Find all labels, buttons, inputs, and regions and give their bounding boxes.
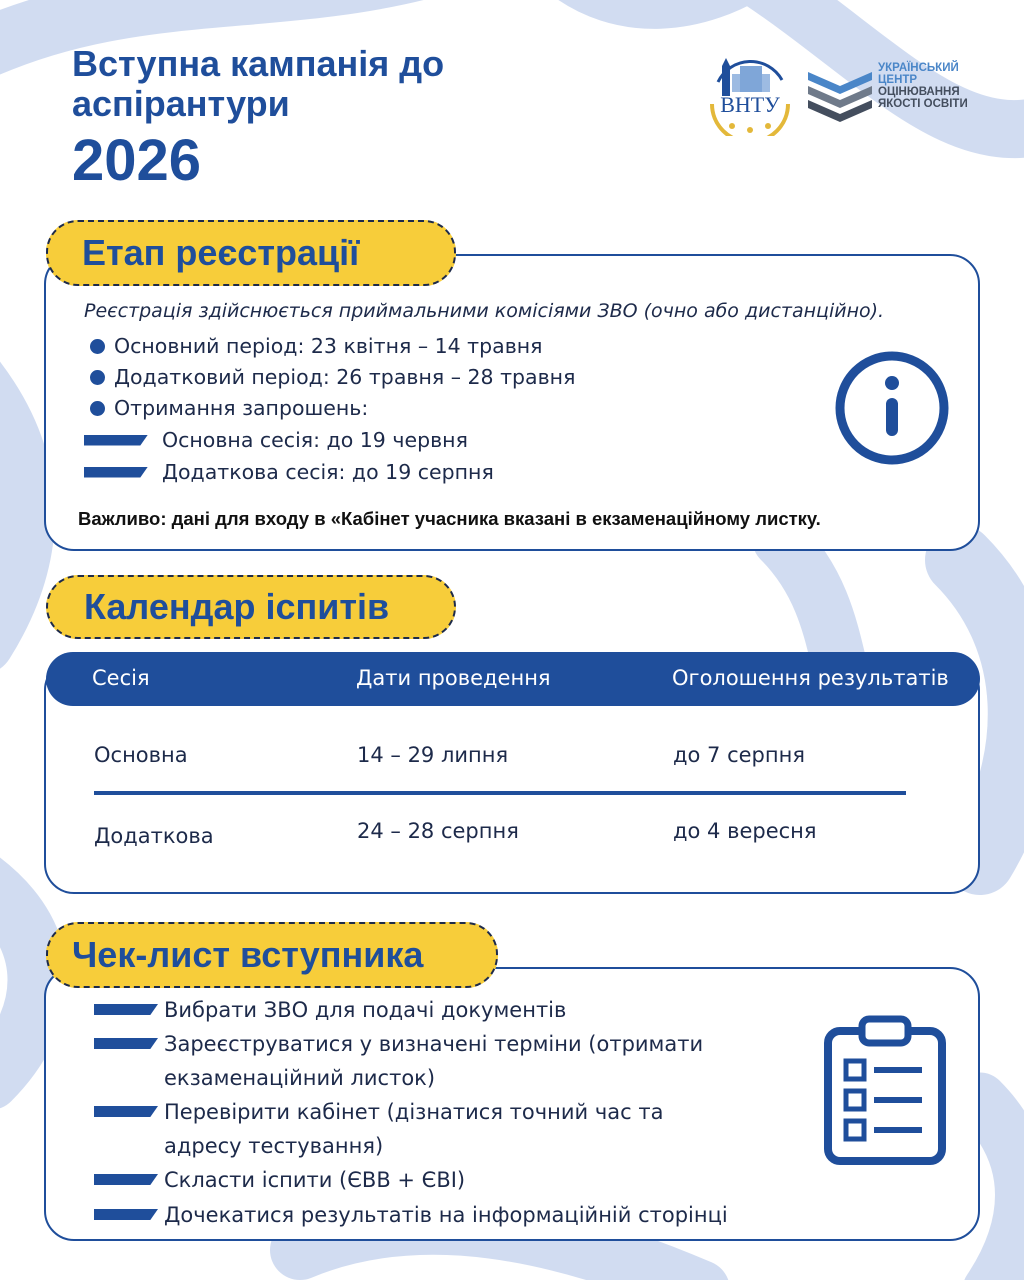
registration-subitem — [84, 428, 468, 452]
registration-subitem-text: Додаткова сесія: до 19 серпня — [162, 460, 494, 484]
vntu-logo — [702, 52, 798, 136]
clipboard-checklist-icon — [822, 1015, 948, 1165]
ucoz-line-2: ЦЕНТР — [878, 74, 918, 86]
registration-note: Реєстрація здійснюється приймальними комісіями ЗВО (очно або дистанційно). — [84, 300, 885, 322]
dash-marker-icon — [94, 1106, 158, 1117]
dash-marker-icon — [94, 1174, 158, 1185]
calendar-cell-results: до 7 серпня — [673, 743, 805, 767]
registration-item — [90, 396, 368, 420]
calendar-cell-dates: 14 – 29 липня — [357, 743, 509, 767]
dash-marker-icon — [94, 1004, 158, 1015]
vntu-logo-text: ВНТУ — [720, 92, 780, 117]
checklist-item — [94, 1095, 744, 1163]
checklist-item-text: Зареєструватися у визначені терміни (отримати екзаменаційний листок) — [164, 1032, 704, 1090]
checklist-card — [44, 967, 980, 1241]
title-line-2: аспірантури — [72, 83, 290, 124]
column-header-session: Сесія — [92, 666, 150, 690]
checklist-item — [94, 1198, 744, 1232]
registration-item-text: Отримання запрошень: — [114, 396, 369, 420]
calendar-cell-session: Основна — [94, 743, 188, 767]
calendar-cell-dates: 24 – 28 серпня — [357, 819, 519, 843]
dash-marker-icon — [94, 1038, 158, 1049]
registration-card — [44, 254, 980, 551]
dash-marker-icon — [94, 1209, 158, 1220]
column-header-dates: Дати проведення — [356, 666, 551, 690]
column-header-results: Оголошення результатів — [672, 666, 949, 690]
registration-subitem-text: Основна сесія: до 19 червня — [162, 428, 468, 452]
title-year: 2026 — [72, 128, 202, 193]
title-line-1: Вступна кампанія до — [72, 43, 445, 84]
calendar-heading: Календар іспитів — [46, 575, 456, 639]
dash-marker-icon — [84, 435, 148, 446]
checklist-item-text: Скласти іспити (ЄВВ + ЄВІ) — [164, 1168, 466, 1192]
info-icon — [834, 350, 950, 466]
registration-item-text: Додатковий період: 26 травня – 28 травня — [114, 365, 576, 389]
ucoz-line-1: УКРАЇНСЬКИЙ — [878, 62, 959, 74]
registration-heading: Етап реєстрації — [46, 220, 456, 286]
registration-item — [90, 334, 543, 358]
checklist-item-text: Вибрати ЗВО для подачі документів — [164, 998, 567, 1022]
checklist-heading: Чек-лист вступника — [46, 922, 498, 988]
important-note: Важливо: дані для входу в «Кабінет учасника вказані в екзаменаційному листку. — [78, 508, 821, 529]
checklist-item-text: Перевірити кабінет (дізнатися точний час та адресу тестування) — [164, 1100, 664, 1158]
calendar-table-header — [46, 652, 980, 706]
table-row-divider — [94, 791, 906, 795]
bullet-dot-icon — [90, 339, 105, 354]
page-title — [72, 44, 632, 194]
ucoz-line-4: ЯКОСТІ ОСВІТИ — [878, 98, 968, 110]
checklist-item — [94, 1027, 744, 1095]
registration-item-text: Основний період: 23 квітня – 14 травня — [114, 334, 543, 358]
registration-subitem — [84, 460, 494, 484]
bullet-dot-icon — [90, 370, 105, 385]
calendar-cell-results: до 4 вересня — [673, 819, 817, 843]
bullet-dot-icon — [90, 401, 105, 416]
calendar-cell-session: Додаткова — [94, 824, 214, 848]
checklist-item-text: Дочекатися результатів на інформаційній сторінці — [164, 1203, 728, 1227]
dash-marker-icon — [84, 467, 148, 478]
ucoz-logo — [806, 60, 996, 126]
registration-item — [90, 365, 575, 389]
ucoz-line-3: ОЦІНЮВАННЯ — [878, 86, 960, 98]
checklist-item — [94, 993, 744, 1027]
checklist-item — [94, 1163, 744, 1197]
